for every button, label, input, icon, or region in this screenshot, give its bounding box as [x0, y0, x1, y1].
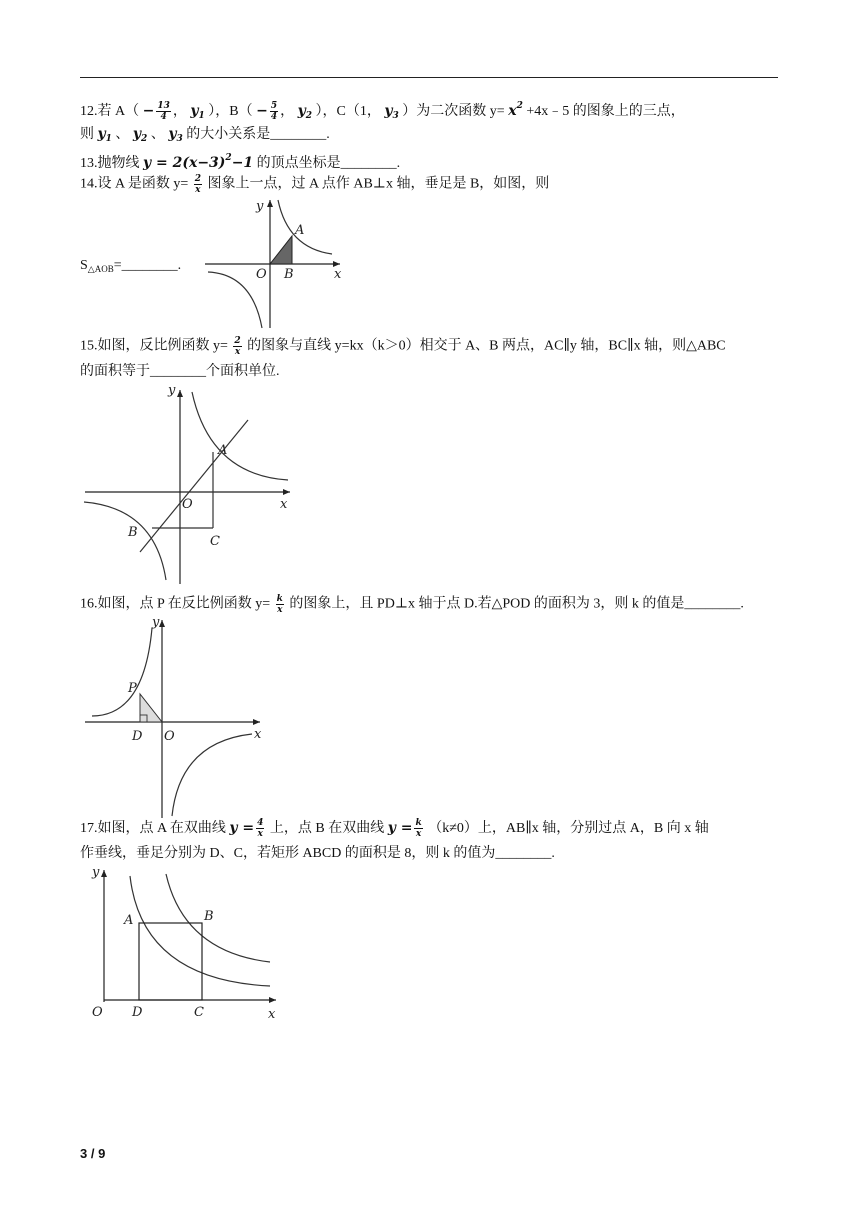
q17-label-x: x	[268, 1007, 276, 1022]
q16-label-o: O	[164, 729, 175, 744]
q14-figure	[200, 192, 350, 330]
q16-curve-q4	[172, 734, 252, 816]
q12-text-e: +4x﹣5 的图象上的三点，	[526, 104, 685, 119]
q16-label-d: D	[132, 729, 143, 744]
q16-fraction: $\frac{k}{x}$	[276, 594, 283, 615]
q12-line1: 12.若 A（ − $\frac{13}{4}$ ， $y_1$ ），B（ − $\frac{5}{4}$ ， $y_2$ ），C（1， $y_3$ ）为二次函数 $y= x^2$ +4x﹣5 的图象上的三点，	[80, 101, 685, 123]
q16-figure	[80, 612, 270, 820]
q15-text-a: 15.如图，反比例函数 y=	[80, 338, 228, 354]
q17-line1	[80, 818, 709, 839]
q14-label-b: B	[284, 267, 294, 282]
q17-label-c: C	[194, 1005, 204, 1020]
q15-curve-q3	[84, 502, 166, 580]
q12-text-c: ），C（1，	[315, 104, 381, 119]
q12-fraction-2: $\frac{5}{4}$	[270, 101, 278, 123]
q17-label-a: A	[124, 913, 134, 928]
q15-line-y-kx	[140, 420, 248, 552]
q12-x-squared: x	[508, 103, 517, 119]
q17-label-d: D	[132, 1005, 143, 1020]
q17-line2	[80, 844, 555, 864]
q17-text-b: 上，点 B 在双曲线	[269, 821, 385, 836]
q15-text-b: 的图象与直线 y=kx（k＞0）相交于 A、B 两点，AC∥y 轴，BC∥x 轴，则△ABC	[247, 338, 726, 354]
q17-eq2: y =	[387, 820, 413, 836]
q15-fraction: $\frac{2}{x}$	[234, 336, 241, 357]
q15-label-y: y	[168, 383, 176, 398]
q14-fraction: $\frac{2}{x}$	[194, 174, 201, 195]
q12-fraction-1: $\frac{13}{4}$	[157, 101, 170, 123]
q14-area-line: $S_{\triangle AOB}=\_\_\_\_\_\_\_\_$.	[80, 258, 182, 274]
q12-line2: 则 $y_1$ 、 $y_2$ 、 $y_3$ 的大小关系是________.	[80, 126, 330, 144]
q13-formula: y = 2(x−3)	[143, 155, 226, 171]
q15-label-o: O	[182, 497, 193, 512]
q16-triangle-pod	[140, 694, 162, 722]
q17-fraction-1: $\frac{4}{x}$	[257, 818, 264, 840]
q13-text-a: 13.抛物线	[80, 156, 140, 171]
q15-label-a: A	[218, 443, 228, 458]
q16-text-a: 16.如图，点 P 在反比例函数 y=	[80, 596, 271, 612]
q14-triangle-aob	[270, 236, 292, 264]
q17-figure	[84, 862, 284, 1024]
q14-label-o: O	[256, 267, 267, 282]
q15-label-c: C	[210, 534, 220, 549]
q12-y3: y	[384, 103, 393, 119]
q12-y2: y	[297, 103, 306, 119]
q14-label-y: y	[256, 199, 264, 214]
q14-text-a: 14.设 A 是函数 y=	[80, 176, 189, 192]
q14-label-x: x	[334, 267, 342, 282]
q14-curve-q3	[208, 272, 262, 328]
q15-answer-blank: 的面积等于________个面积单位.	[80, 364, 280, 379]
q14-text-b: 图象上一点，过 A 点作 AB⊥x 轴，垂足是 B，如图，则	[207, 176, 550, 192]
page-number: 3 / 9	[80, 1146, 106, 1161]
q15-figure	[80, 380, 300, 586]
q15-label-x: x	[280, 497, 288, 512]
header-rule	[80, 77, 778, 78]
q12-text-a: 12.若 A（	[80, 104, 140, 119]
q15-line1	[80, 336, 726, 357]
q15-curve-q1	[192, 392, 288, 480]
q15-line2	[80, 362, 280, 382]
q17-label-o: O	[92, 1005, 103, 1020]
q16-label-x: x	[254, 727, 262, 742]
q16-label-y: y	[152, 615, 160, 630]
q17-text-a: 17.如图，点 A 在双曲线	[80, 821, 226, 836]
q14-label-a: A	[295, 223, 305, 238]
q13-line: 13.抛物线 $y = 2(x-3)^2-1$ 的顶点坐标是________.	[80, 153, 401, 171]
q12-text-d: ）为二次函数 y=	[402, 104, 505, 119]
q17-rectangle-abcd	[139, 923, 202, 1000]
q17-answer-blank: 作垂线，垂足分别为 D、C，若矩形 ABCD 的面积是 8，则 k 的值为________.	[80, 846, 555, 861]
q12-answer-blank: 的大小关系是________.	[186, 127, 330, 142]
q12-y1: y	[190, 103, 199, 119]
q17-curve-4-over-x	[130, 876, 270, 986]
q17-label-b: B	[204, 909, 214, 924]
q17-label-y: y	[92, 865, 100, 880]
q16-text-b: 的图象上，且 PD⊥x 轴于点 D.若△POD 的面积为 3，则 k 的值是________.	[289, 596, 744, 612]
q12-then: 则	[80, 127, 94, 142]
q17-eq1: y =	[229, 820, 255, 836]
q17-fraction-2: $\frac{k}{x}$	[415, 818, 422, 840]
q17-text-c: （k≠0）上，AB∥x 轴，分别过点 A，B 向 x 轴	[428, 821, 709, 836]
q16-label-p: P	[128, 681, 137, 696]
q14-answer-blank: =________.	[113, 258, 182, 273]
q15-label-b: B	[128, 525, 138, 540]
q17-curve-k-over-x	[166, 874, 270, 962]
q12-text-b: ），B（	[208, 104, 253, 119]
q13-answer-blank: 的顶点坐标是________.	[256, 156, 401, 171]
q14-area-subscript: △AOB	[87, 264, 114, 274]
